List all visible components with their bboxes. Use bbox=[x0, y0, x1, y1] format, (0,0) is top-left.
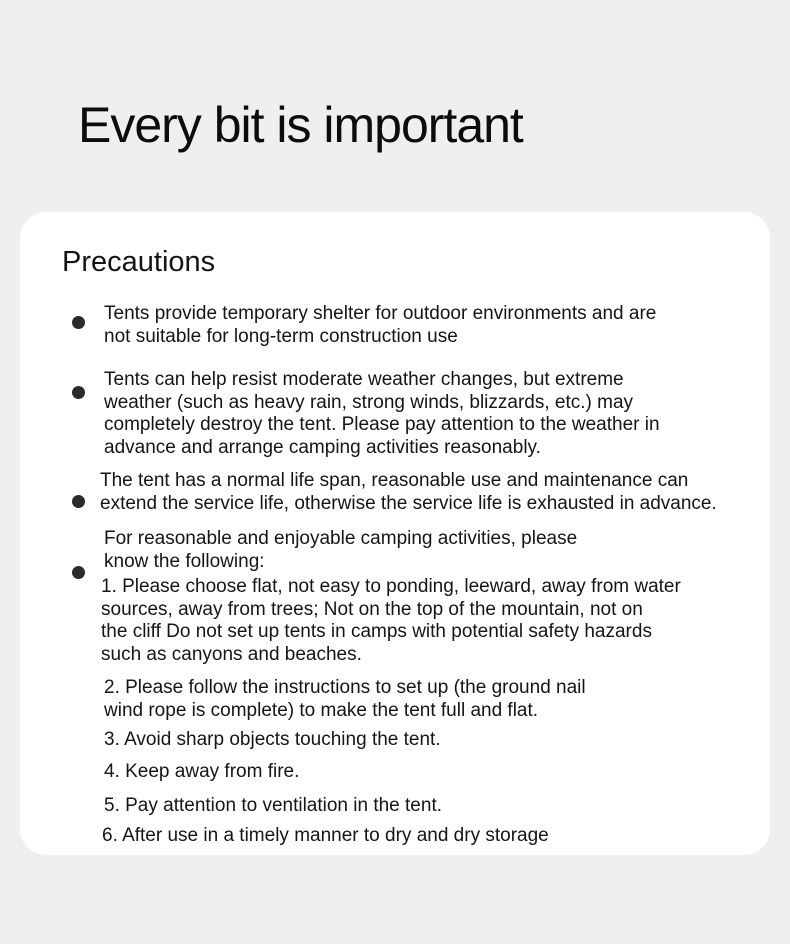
bullet-icon bbox=[72, 495, 85, 508]
precaution-item: Tents can help resist moderate weather changes, but extreme weather (such as heavy rain, strong winds, blizzards, etc.) may completely destroy the tent. Please pay attention to the weather in advance and arrange camping activities reasonably. bbox=[104, 369, 660, 458]
step-item: 5. Pay attention to ventilation in the tent. bbox=[104, 795, 443, 816]
step-item: 2. Please follow the instructions to set up (the ground nail wind rope is complete) to make the tent full and flat. bbox=[104, 677, 586, 721]
precaution-item: For reasonable and enjoyable camping activities, please know the following: bbox=[104, 528, 578, 572]
precautions-card bbox=[20, 212, 770, 855]
precaution-item: The tent has a normal life span, reasonable use and maintenance can extend the service life, otherwise the service life is exhausted in advance. bbox=[100, 470, 717, 514]
step-item: 4. Keep away from fire. bbox=[104, 761, 300, 782]
step-item: 1. Please choose flat, not easy to ponding, leeward, away from water sources, away from trees; Not on the top of the mountain, not on the cliff Do not set up tents in camps with potential safety hazards such as canyons and beaches. bbox=[101, 576, 681, 665]
page-heading: Every bit is important bbox=[78, 97, 523, 153]
bullet-icon bbox=[72, 566, 85, 579]
precaution-item: Tents provide temporary shelter for outdoor environments and are not suitable for long-term construction use bbox=[104, 303, 657, 347]
step-item: 3. Avoid sharp objects touching the tent. bbox=[104, 729, 441, 750]
bullet-icon bbox=[72, 316, 85, 329]
card-title: Precautions bbox=[62, 246, 216, 278]
step-item: 6. After use in a timely manner to dry and dry storage bbox=[102, 825, 549, 846]
bullet-icon bbox=[72, 386, 85, 399]
